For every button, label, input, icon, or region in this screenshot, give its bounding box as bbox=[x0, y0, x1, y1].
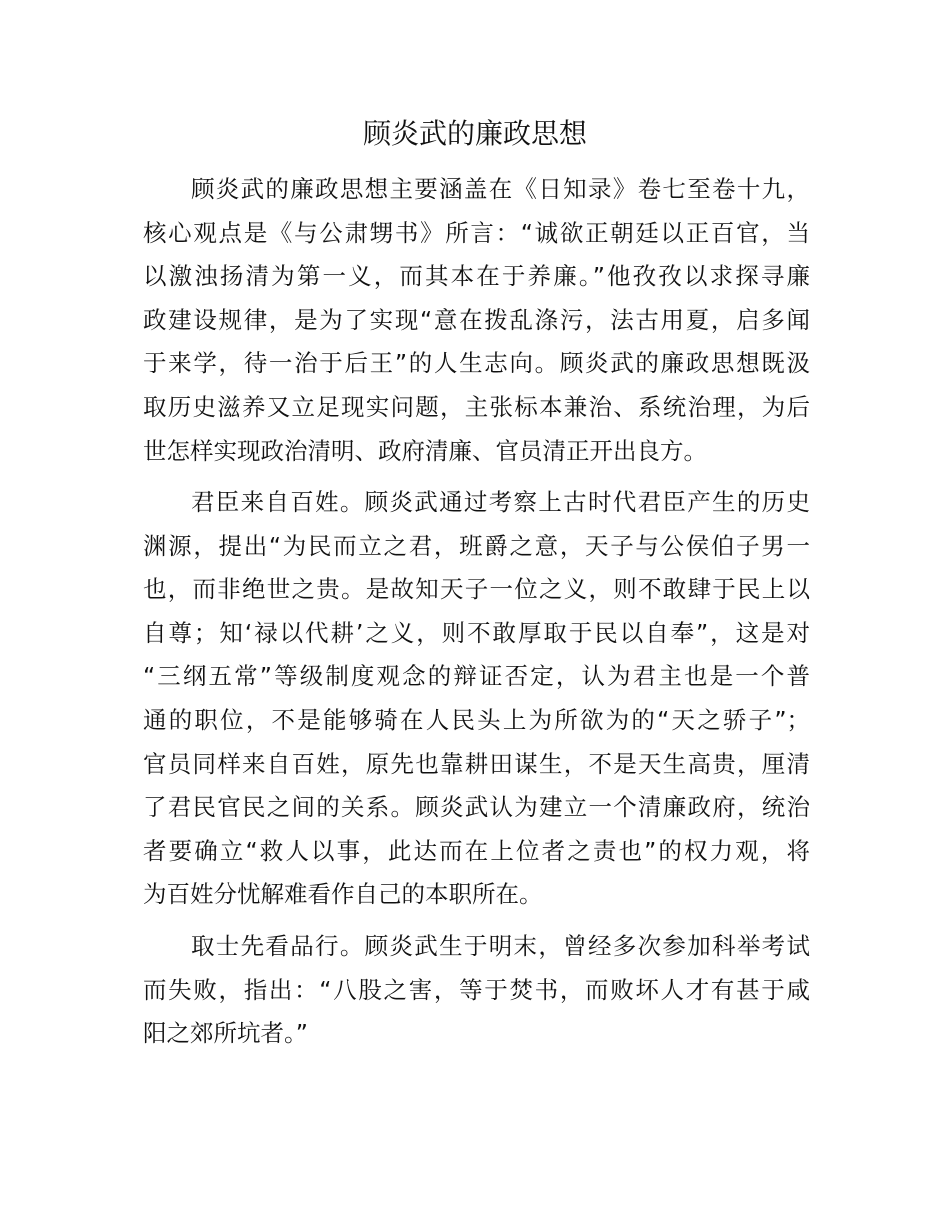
text-line: 世怎样实现政治清明、政府清廉、官员清正开出良方。 bbox=[143, 436, 707, 465]
text-line: 取历史滋养又立足现实问题，主张标本兼治、系统治理，为后 bbox=[143, 392, 810, 421]
text-line: 以激浊扬清为第一义，而其本在于养廉。”他孜孜以求探寻廉 bbox=[143, 262, 810, 291]
text-line: 顾炎武的廉政思想主要涵盖在《日知录》卷七至卷十九， bbox=[191, 175, 810, 203]
text-line: 官员同样来自百姓，原先也靠耕田谋生，不是天生高贵，厘清 bbox=[143, 749, 810, 778]
text-line: 而失败，指出：“八股之害，等于焚书，而败坏人才有甚于咸 bbox=[143, 975, 810, 1004]
text-line: 政建设规律，是为了实现“意在拨乱涤污，法古用夏，启多闻 bbox=[143, 305, 810, 334]
text-line: 者要确立“救人以事，此达而在上位者之责也”的权力观，将 bbox=[143, 836, 810, 865]
paragraph-1 bbox=[143, 168, 810, 473]
text-line: 了君民官民之间的关系。顾炎武认为建立一个清廉政府，统治 bbox=[143, 793, 810, 822]
text-line: 也，而非绝世之贵。是故知天子一位之义，则不敢肆于民上以 bbox=[143, 575, 810, 604]
document-title: 顾炎武的廉政思想 bbox=[362, 117, 587, 150]
paragraph-2 bbox=[143, 481, 810, 917]
text-line: 通的职位，不是能够骑在人民头上为所欲为的“天之骄子”； bbox=[143, 705, 810, 734]
text-line: 于来学，待一治于后王”的人生志向。顾炎武的廉政思想既汲 bbox=[143, 349, 810, 378]
paragraph-3 bbox=[143, 925, 810, 1056]
text-line: 自尊；知‘禄以代耕’之义，则不敢厚取于民以自奉”，这是对 bbox=[143, 618, 810, 647]
text-line: 为百姓分忧解难看作自己的本职所在。 bbox=[143, 880, 543, 909]
text-line: 核心观点是《与公肃甥书》所言：“诚欲正朝廷以正百官，当 bbox=[143, 218, 810, 247]
text-line: 渊源，提出“为民而立之君，班爵之意，天子与公侯伯子男一 bbox=[143, 531, 810, 560]
text-line: 阳之郊所坑者。” bbox=[143, 1019, 308, 1048]
text-line: “三纲五常”等级制度观念的辩证否定，认为君主也是一个普 bbox=[143, 662, 810, 691]
text-line: 取士先看品行。顾炎武生于明末，曾经多次参加科举考试 bbox=[191, 932, 810, 960]
text-line: 君臣来自百姓。顾炎武通过考察上古时代君臣产生的历史 bbox=[191, 488, 810, 516]
